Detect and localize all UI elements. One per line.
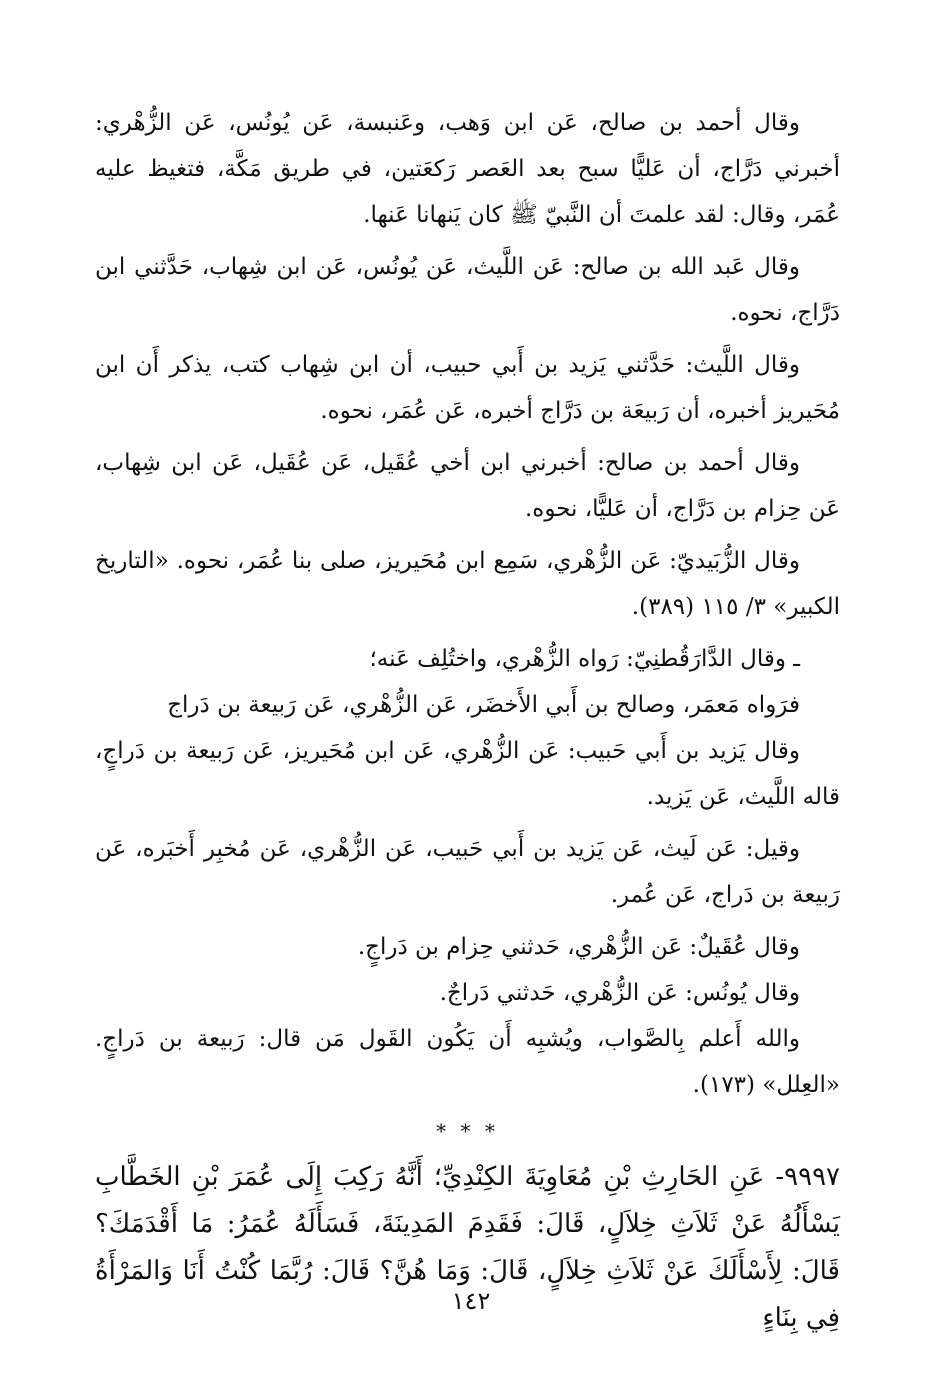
paragraph-6: وقال يَزيد بن أَبي حَبيب: عَن الزُّهْري، عَن ابن مُحَيريز، عَن رَبيعة بن دَراجٍ، قاله اللَّيث، عَن يَزيد. [95, 738, 840, 810]
daraqutni-line-2: فرَواه مَعمَر، وصالح بن أَبي الأَخضَر، عَن الزُّهْري، عَن رَبيعة بن دَراج [167, 692, 800, 718]
paragraph-7: وقيل: عَن لَيث، عَن يَزيد بن أَبي حَبيب، عَن الزُّهْري، عَن مُخبِر أَخبَره، عَن رَبيعة بن دَراج، عَن عُمر. [95, 836, 840, 908]
short-line-1: وقال عُقَيلٌ: عَن الزُّهْري، حَدثني حِزام بن دَراجٍ. [357, 934, 800, 960]
short-line-2: وقال يُونُس: عَن الزُّهْري، حَدثني دَراجٌ. [439, 980, 800, 1006]
page-body [95, 100, 840, 1342]
hadith-text: ٩٩٩٧- عَنِ الحَارِثِ بْنِ مُعَاوِيَةَ الكِنْدِيِّ؛ أَنَّهُ رَكِبَ إِلَى عُمَرَ بْنِ الخَطَّابِ يَسْأَلُهُ عَنْ ثَلاَثِ خِلاَلٍ، قَالَ: فَقَدِمَ المَدِينَةَ، فَسَأَلَهُ عُمَرُ: مَا أَقْدَمَكَ؟ قَالَ: لِأَسْأَلَكَ عَنْ ثَلاَثِ خِلاَلٍ، قَالَ: وَمَا هُنَّ؟ قَالَ: رُبَّمَا كُنْتُ أَنَا وَالمَرْأَةُ فِي بِنَاءٍ [95, 1162, 840, 1333]
closing-paragraph: والله أَعلم بِالصَّواب، ويُشبِه أَن يَكُون القَول مَن قال: رَبيعة بن دَراجٍ. «العِلل» (١٧٣). [95, 1026, 840, 1098]
paragraph-4: وقال أحمد بن صالح: أخبرني ابن أخي عُقَيل، عَن عُقَيل، عَن ابن شِهاب، عَن حِزام بن دَرَّاج، أن عَليًّا، نحوه. [95, 450, 840, 522]
paragraph-1: وقال أحمد بن صالح، عَن ابن وَهب، وعَنبسة، عَن يُونُس، عَن الزُّهْري: أخبرني دَرَّاج، أن عَليًّا سبح بعد العَصر رَكعَتين، في طريق مَكَّة، فتغيظ عليه عُمَر، وقال: لقد علمتَ أن النَّبيّ ﷺ كان يَنهانا عَنها. [95, 110, 840, 228]
paragraph-3: وقال اللَّيث: حَدَّثني يَزيد بن أَبي حبيب، أن ابن شِهاب كتب، يذكر أَن ابن مُحَيريز أخبره، أن رَبيعَة بن دَرَّاج أخبره، عَن عُمَر، نحوه. [95, 352, 840, 424]
section-separator: * * * [436, 1119, 499, 1143]
page-number: ١٤٢ [451, 1287, 491, 1315]
paragraph-5: وقال الزُّبَيديّ: عَن الزُّهْري، سَمِع ابن مُحَيريز، صلى بنا عُمَر، نحوه. «التاريخ الكبير» ٣/ ١١٥ (٣٨٩). [95, 548, 840, 620]
daraqutni-line-1: ـ وقال الدَّارَقُطنِيّ: رَواه الزُّهْري، واختُلِف عَنه؛ [369, 646, 800, 672]
paragraph-2: وقال عَبد الله بن صالح: عَن اللَّيث، عَن يُونُس، عَن ابن شِهاب، حَدَّثني ابن دَرَّاج، نحوه. [95, 254, 840, 326]
